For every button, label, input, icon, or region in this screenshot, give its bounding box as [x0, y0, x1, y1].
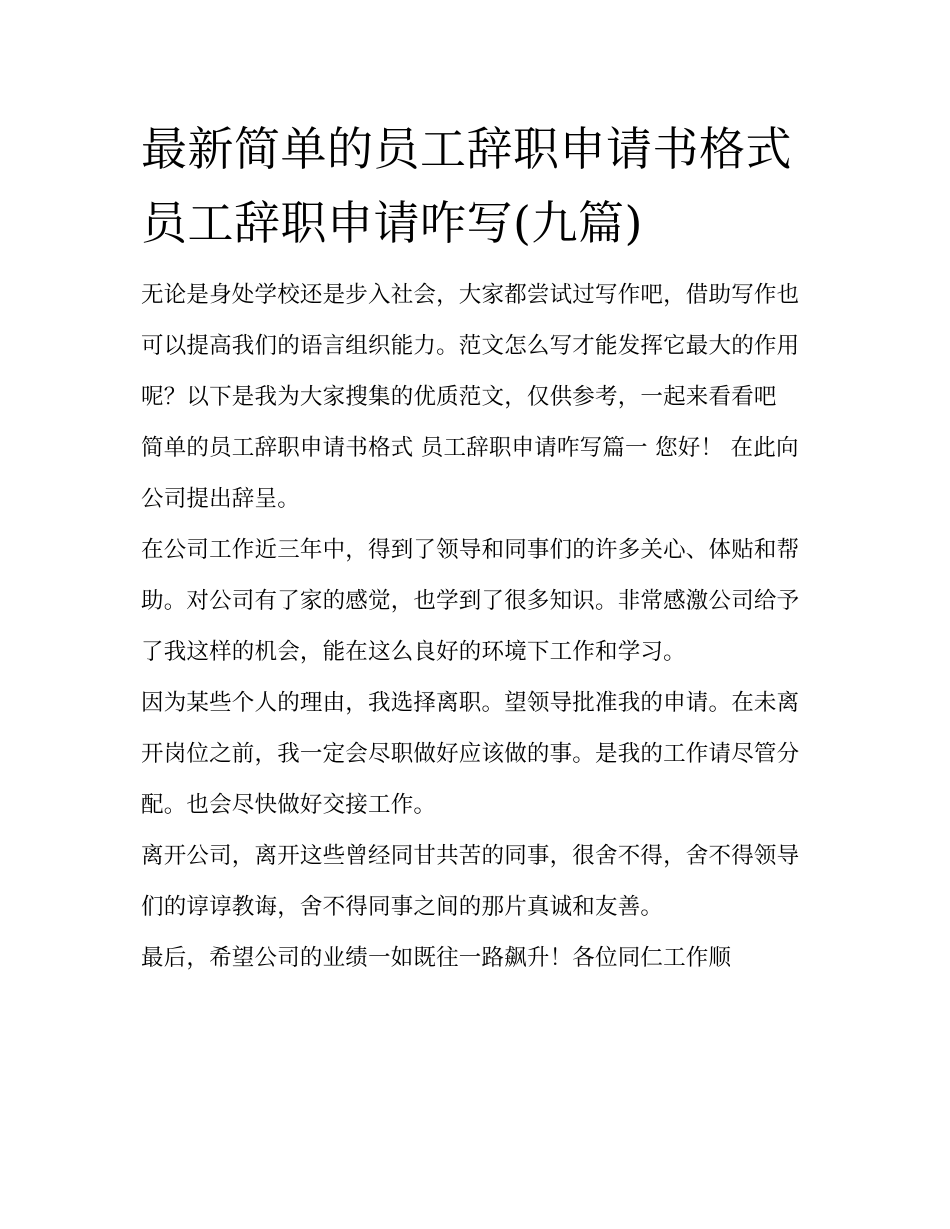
document-body	[141, 112, 821, 984]
document-title: 最新简单的员工辞职申请书格式 员工辞职申请咋写(九篇)	[141, 122, 792, 250]
paragraph-closing: 最后，希望公司的业绩一如既往一路飙升！各位同仁工作顺	[141, 945, 732, 971]
paragraph-reason: 因为某些个人的理由，我选择离职。望领导批准我的申请。在未离开岗位之前，我一定会尽职做好应该做的事。是我的工作请尽管分配。也会尽快做好交接工作。	[141, 690, 800, 818]
paragraph-greeting: 简单的员工辞职申请书格式 员工辞职申请咋写篇一 您好！ 在此向公司提出辞呈。	[141, 435, 799, 512]
paragraph-gratitude: 在公司工作近三年中，得到了领导和同事们的许多关心、体贴和帮助。对公司有了家的感觉，也学到了很多知识。非常感激公司给予了我这样的机会，能在这么良好的环境下工作和学习。	[141, 537, 800, 665]
paragraph-intro: 无论是身处学校还是步入社会，大家都尝试过写作吧，借助写作也可以提高我们的语言组织能力。范文怎么写才能发挥它最大的作用呢？以下是我为大家搜集的优质范文，仅供参考，一起来看看吧	[141, 282, 800, 410]
paragraph-farewell: 离开公司，离开这些曾经同甘共苦的同事，很舍不得，舍不得领导们的谆谆教诲，舍不得同事之间的那片真诚和友善。	[141, 843, 800, 920]
